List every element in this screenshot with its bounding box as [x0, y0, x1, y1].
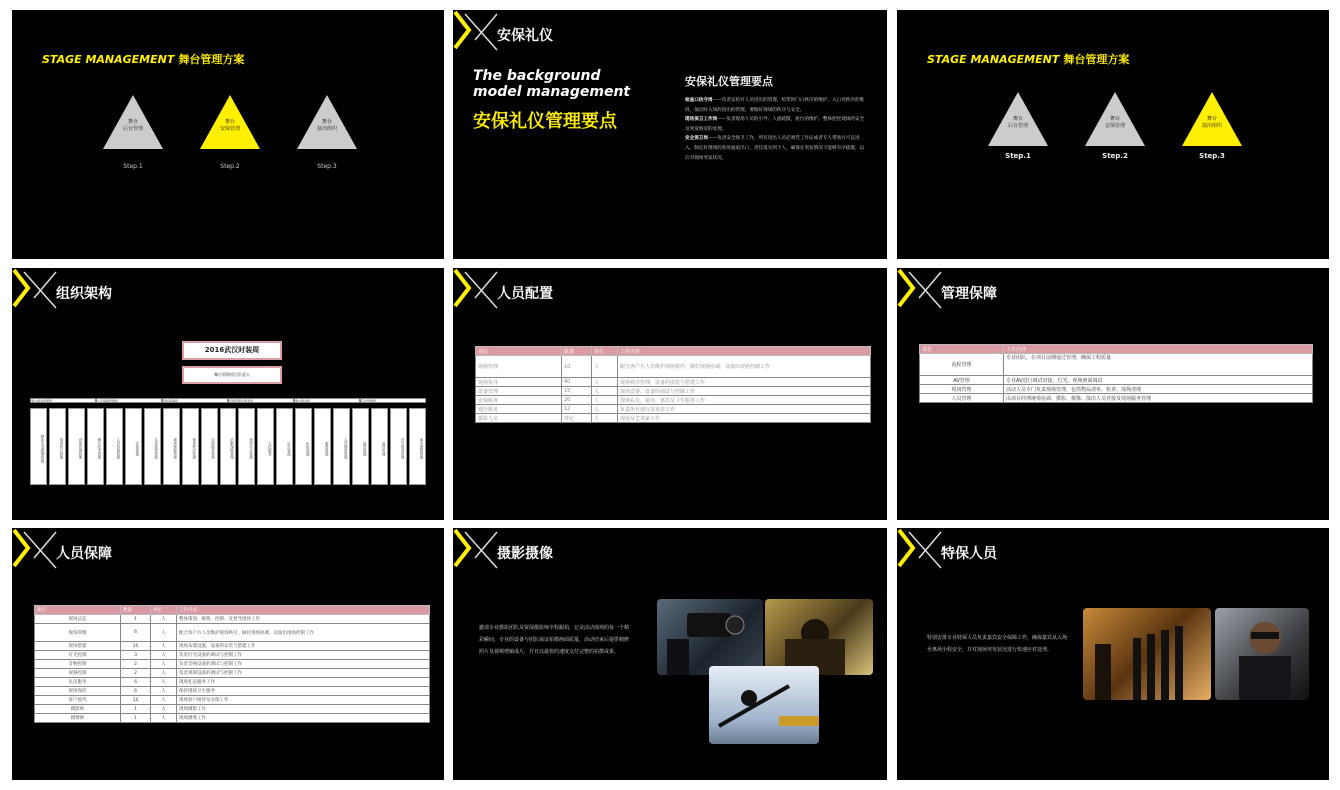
slide-photo-video[interactable] [453, 528, 887, 780]
org-col: 服装管理 [314, 408, 331, 485]
header-cell: 工作内容 [177, 606, 430, 615]
points-body: 检查口执守岗——负责安检对人员进出的管理、检票时门口秩序的维护、入口处秩序的维持。演出时入场的进出的管理。要做好现场的秩序与安全。 现场保卫工作岗——负责现场人员的引导、人流疏散，座位的维护。整体把控现场的安全及突发情况的处理。 安全保卫岗——负责安全保卫工作，所有进出人员必须凭工作证或者专人带领方可以进入。制定好现场的各处通道出口，责任落实到个人，确保在突发情况下能够有序疏散，以应对现场突发状况。 [685, 98, 865, 161]
org-col: 道具管理 [352, 408, 369, 485]
header-cell: 数量 [121, 606, 151, 615]
crane-icon [709, 666, 819, 744]
chevron-logo-icon [897, 268, 945, 314]
table-row: 礼仪服务 6 人 现场礼仪服务工作 [35, 678, 430, 687]
step-3-triangle [1180, 90, 1244, 146]
table-row: 安保服务 20 人 现场礼仪、接待、嘉宾及卫生服务工作 [476, 396, 871, 405]
org-col: 演出流程管理 [409, 408, 426, 485]
slide-title: 人员配置 [497, 286, 553, 302]
slide-title: 摄影摄像 [497, 546, 553, 562]
org-col: 现场安全管理 [238, 408, 255, 485]
chevron-logo-icon [453, 10, 501, 56]
org-col: 安保服务管理 [201, 408, 218, 485]
org-col: 礼仪服务 [257, 408, 274, 485]
table-header-row [35, 606, 430, 615]
stage-heading-cn: 舞台管理方案 [178, 53, 245, 66]
org-col: 后勤保障管理 [220, 408, 237, 485]
photographer-photo [765, 599, 873, 675]
org-group: 演出事务管理组 [30, 398, 96, 403]
slide-stage-management-2[interactable] [897, 10, 1329, 259]
camera-operator-photo [657, 599, 763, 675]
org-col: 人员调度管理 [333, 408, 350, 485]
org-col: 化妆管理 [295, 408, 312, 485]
header-cell: 工作内容 [1004, 345, 1313, 354]
step-label: Step.2 [1102, 152, 1128, 160]
step-1-triangle [101, 93, 165, 149]
org-columns [30, 408, 426, 485]
org-col: 后台现场管理 [390, 408, 407, 485]
org-group: 演出服务组 [294, 398, 360, 403]
slide-title: 人员保障 [56, 546, 112, 562]
table-row: 灯光控制 3 人 负责灯光设备的调试与控制工作 [35, 651, 430, 660]
slide-title: 管理保障 [941, 286, 997, 302]
org-group: 安保管理及服务组 [228, 398, 294, 403]
table-row: AV管理 专业AV进行调试对接，灯光、视频画面调试 [920, 376, 1313, 385]
step-text: 舞台 安保管理 [1104, 116, 1125, 129]
org-group: 现场保障组 [162, 398, 228, 403]
table-header-row [476, 347, 871, 356]
chevron-logo-icon [12, 268, 60, 314]
org-col: 人员协调管理 [106, 408, 123, 485]
lens-icon [765, 599, 873, 675]
camera-icon [657, 599, 763, 675]
table-row: 音响控制 2 人 负责音响设备的调试与控制工作 [35, 660, 430, 669]
table-row: 客户接待 10 人 现场客户接待及安保工作 [35, 696, 430, 705]
table-row: 现场搭建 10 人 现场布置设施，设备的安装与搭建工作 [35, 642, 430, 651]
personnel-table [34, 605, 430, 723]
org-top-box: 2016武汉时装周 [182, 341, 282, 360]
step-text: 舞台 演出组织 [1201, 116, 1222, 129]
table-header-row [920, 345, 1313, 354]
table-row: 现场管理 活动人员专门负责现场管理，包括物品清单、检查、现场清理 [920, 385, 1313, 394]
org-col: 礼仪接待管理 [144, 408, 161, 485]
crane-camera-photo [709, 666, 819, 744]
step-text: 舞台 安保管理 [219, 119, 240, 132]
table-row: 摄像师 1 人 现场摄像工作 [35, 714, 430, 723]
header-cell: 项目 [476, 347, 562, 356]
table-row: 摄影人员 待定 人 现场及艺术家工作 [476, 414, 871, 423]
org-group: 人员保障管理组 [96, 398, 162, 403]
org-col: 现场保障管理 [163, 408, 180, 485]
org-col: 设备协调管理 [68, 408, 85, 485]
chevron-logo-icon [12, 528, 60, 574]
step-2-triangle [1083, 90, 1147, 146]
header-cell: 项目 [920, 345, 1004, 354]
org-group: 后台管理组 [360, 398, 426, 403]
table-row: 视频控制 2 人 负责视频设备的调试与控制工作 [35, 669, 430, 678]
table-row: 现场管理 6 人 配合客户方人员维护现场秩序，做好现场协调，及演出现场控制工作 [35, 624, 430, 642]
org-col: 现场执行管理 [49, 408, 66, 485]
org-col: 后台管理 [276, 408, 293, 485]
header-cell: 单位 [151, 606, 177, 615]
slide-org-structure[interactable] [12, 268, 444, 520]
chevron-logo-icon [453, 268, 501, 314]
table-row: 摄影师 1 人 现场摄影工作 [35, 705, 430, 714]
header-cell: 工作内容 [618, 347, 871, 356]
table-row: 现场保洁 6 人 保持现场卫生服务 [35, 687, 430, 696]
org-col: 现场秩序管理 [182, 408, 199, 485]
slide-management-guarantee[interactable] [897, 268, 1329, 520]
org-col: 舞台技术管理 [87, 408, 104, 485]
step-text: 舞台 演出组织 [316, 119, 337, 132]
org-group-row [30, 398, 426, 403]
slide-title: 特保人员 [941, 546, 997, 562]
step-label: Step.1 [123, 163, 143, 170]
header-cell: 单位 [592, 347, 618, 356]
staffing-table [475, 346, 871, 423]
step-2-triangle [198, 93, 262, 149]
table-row: 现场管理 10 人 配合客户方人员维护现场秩序，做好现场协调，及演出现场控制工作 [476, 356, 871, 378]
step-label: Step.2 [220, 163, 240, 170]
stage-heading-en: STAGE MANAGEMENT [927, 53, 1060, 66]
slide-title: 组织架构 [56, 286, 112, 302]
step-3-triangle [295, 93, 359, 149]
org-col: 整体活动统筹管理 [30, 408, 47, 485]
step-text: 舞台 后台管理 [122, 119, 143, 132]
chevron-logo-icon [453, 528, 501, 574]
slide-stage-management-1[interactable] [12, 10, 444, 259]
stage-heading-en: STAGE MANAGEMENT [42, 53, 175, 66]
bodyguard-photo [1215, 608, 1309, 700]
chevron-logo-icon [897, 528, 945, 574]
table-row: 流程管理 专业团队，在项目前期通过管理，确保工程质量 [920, 354, 1313, 376]
step-label: Step.1 [1005, 152, 1031, 160]
points-title: 安保礼仪管理要点 [685, 75, 773, 88]
table-row: 现场指导 40 人 现场秩序管理，设备的安装与搭建工作 [476, 378, 871, 387]
security-description: 特别安排专业特保人员负责嘉宾安全保障工作，确保嘉宾从入场至离场全程安全，并对现场突发状况进行快速应对处理。 [927, 635, 1068, 653]
slide-title: 安保礼仪 [497, 28, 553, 44]
org-col: 道具协调 [371, 408, 388, 485]
photo-description: 邀请专业摄影团队及资深摄影师全程跟拍，记录活动现场的每一个精彩瞬间，专业的设备与团队保证拍摄画面质量，活动结束后提供精修照片及视频剪辑成片，并且以最快的速度交付完整的拍摄成果。 [479, 625, 630, 655]
slide-personnel-guarantee[interactable] [12, 528, 444, 780]
table-row: 设备管理 15 人 现场设备、设备的调试与控制工作 [476, 387, 871, 396]
header-cell: 数量 [562, 347, 592, 356]
chinese-title: 安保礼仪管理要点 [473, 111, 617, 132]
english-title: The background model management [473, 68, 631, 100]
step-label: Step.3 [317, 163, 337, 170]
org-col: 安保管理 [125, 408, 142, 485]
org-sub-box: 舞台管理项目负责人 [182, 366, 282, 384]
guards-icon [1083, 608, 1211, 700]
stage-heading-cn: 舞台管理方案 [1063, 53, 1130, 66]
slide-special-security[interactable] [897, 528, 1329, 780]
guarantee-table [919, 344, 1313, 403]
step-text: 舞台 后台管理 [1007, 116, 1028, 129]
slide-staffing[interactable] [453, 268, 887, 520]
bodyguard-icon [1215, 608, 1309, 700]
stage-heading [42, 51, 244, 67]
table-row: 现场总监 1 人 整体策划、统筹、控制、及督导现场工作 [35, 615, 430, 624]
step-1-triangle [986, 90, 1050, 146]
header-cell: 项目 [35, 606, 121, 615]
table-row: 人员管理 由项目经理统筹协调、摄影、摄像、演出人员对接及现场服务管理 [920, 394, 1313, 403]
step-label: Step.3 [1199, 152, 1225, 160]
slide-security-etiquette[interactable] [453, 10, 887, 259]
stage-heading [927, 51, 1129, 67]
table-row: 通行服务 12 人 负责所有通行证发放工作 [476, 405, 871, 414]
security-guards-photo [1083, 608, 1211, 700]
